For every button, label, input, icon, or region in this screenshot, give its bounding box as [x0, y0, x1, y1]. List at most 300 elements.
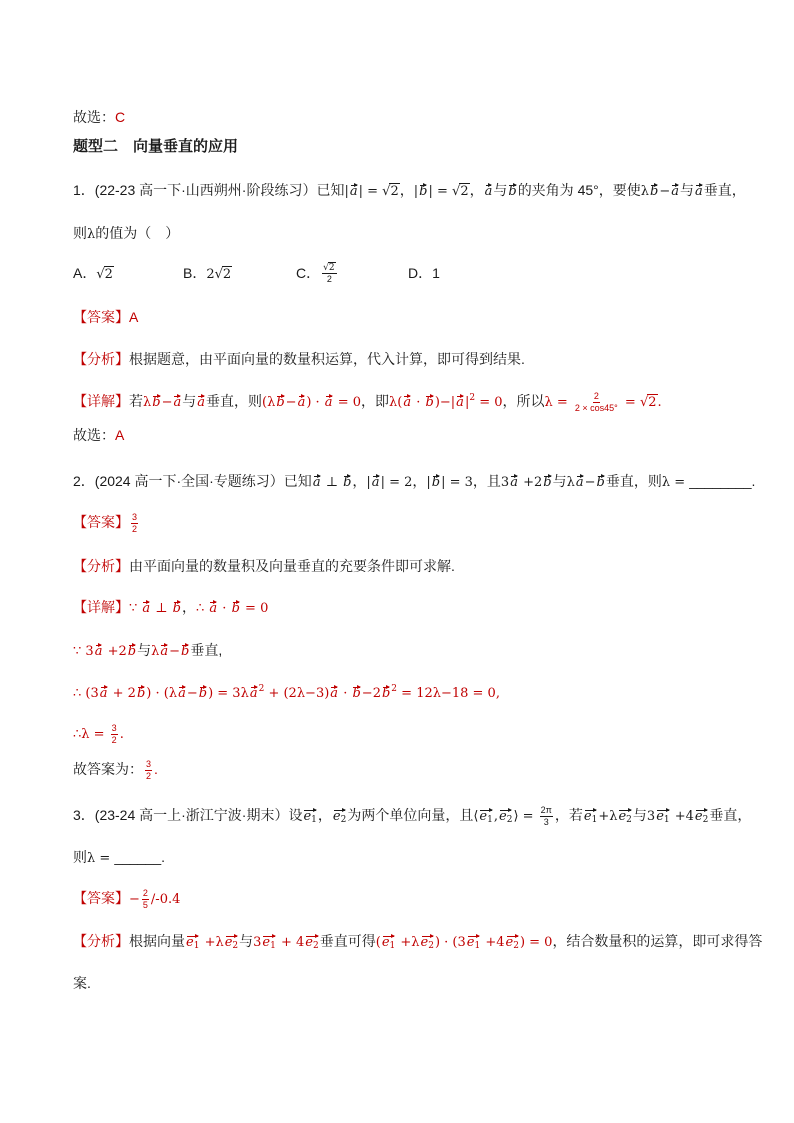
- vector-subscript: 2: [232, 941, 239, 951]
- math-run: −: [186, 686, 198, 701]
- vector-a: [325, 394, 333, 409]
- math-expression: [73, 723, 124, 745]
- vector-symbol: b: [508, 184, 517, 199]
- vector-b: [352, 685, 360, 700]
- square-root: [215, 268, 233, 281]
- vector-symbol: a: [178, 686, 186, 701]
- q1-option-b: [183, 261, 232, 285]
- fraction: [145, 759, 152, 782]
- vector-a: [313, 474, 321, 489]
- vector-e1: [467, 934, 480, 949]
- q3-analysis-line-1: [73, 931, 762, 951]
- math-run: )−|: [434, 395, 456, 411]
- vector-subscript: 2: [626, 815, 632, 826]
- math-run: ⊥: [151, 601, 172, 616]
- math-run: −: [161, 395, 173, 411]
- vector-a: [671, 183, 679, 198]
- vector-a: [95, 643, 103, 658]
- exponent: 2: [469, 393, 476, 404]
- math-run: |: [366, 475, 371, 490]
- math-run: λ: [143, 395, 152, 411]
- vector-symbol: a: [575, 475, 584, 490]
- vector-e2: [225, 934, 238, 949]
- text-run: 由平面向量的数量积及向量垂直的充要条件即可求解.: [129, 558, 455, 574]
- text-run: ，: [182, 599, 196, 615]
- text-run: 2: [146, 771, 152, 781]
- vector-b: [181, 643, 189, 658]
- text-run: 与: [552, 473, 567, 489]
- math-run: ) = 0: [519, 935, 553, 950]
- vector-b: [343, 474, 351, 489]
- vector-subscript: 2: [313, 941, 319, 951]
- q2-detail-line-1: [73, 597, 268, 617]
- math-run: +λ: [396, 935, 420, 950]
- text-run: 【答案】: [73, 309, 129, 325]
- vector-symbol: b: [425, 395, 434, 411]
- text-run: 则: [73, 849, 87, 865]
- vector-e2: [421, 934, 434, 949]
- vector-e1: [583, 808, 598, 826]
- math-expression: [253, 933, 320, 949]
- math-run: .: [657, 395, 662, 411]
- vector-b: [199, 685, 207, 700]
- text-run: 与: [680, 182, 694, 198]
- text-run: 根据向量: [129, 933, 185, 949]
- vector-b: [276, 394, 284, 409]
- math-run: ⊥: [321, 475, 343, 490]
- text-run: 2: [326, 274, 332, 285]
- math-run: ∴: [196, 601, 209, 616]
- math-run: ∵ 3: [73, 644, 94, 659]
- q2-conclusion: [73, 759, 158, 779]
- vector-a: [298, 394, 306, 409]
- math-run: /-0.4: [150, 892, 181, 908]
- text-run: 2π: [540, 805, 552, 815]
- math-run: +λ: [598, 809, 618, 825]
- vector-symbol: a: [142, 601, 151, 616]
- vector-subscript: 1: [591, 815, 598, 826]
- math-run: | = 2: [380, 475, 413, 490]
- vector-a: [100, 685, 108, 700]
- vector-symbol: e: [694, 809, 703, 825]
- exponent: 2: [258, 684, 265, 694]
- numerator: [142, 888, 149, 900]
- q3-stem-line-1: [73, 805, 751, 825]
- q2-answer: [73, 512, 140, 532]
- math-run: = 12λ−18 = 0,: [397, 686, 500, 701]
- vector-symbol: b: [419, 184, 428, 199]
- vector-symbol: a: [456, 395, 464, 411]
- text-run: ，: [469, 182, 484, 198]
- q2-detail-line-3: [73, 682, 500, 702]
- text-run: 的值为（ ）: [95, 225, 180, 241]
- math-run: ) · (λ: [146, 686, 178, 701]
- vector-subscript: 1: [389, 941, 396, 951]
- math-run: λ(: [389, 395, 403, 411]
- vector-a: [485, 183, 493, 198]
- vector-symbol: a: [349, 184, 358, 199]
- denominator: [111, 735, 118, 746]
- math-run: 3: [646, 809, 656, 825]
- math-run: .: [119, 727, 124, 743]
- fraction: [111, 723, 118, 746]
- vector-subscript: 2: [702, 815, 709, 826]
- text-run: A: [129, 309, 139, 325]
- vector-symbol: b: [343, 475, 352, 490]
- text-run: 【答案】: [73, 514, 129, 531]
- math-run: =: [620, 395, 640, 411]
- fraction: [131, 512, 138, 535]
- text-run: 垂直可得: [319, 933, 376, 949]
- text-run: 【分析】: [73, 933, 129, 949]
- text-run: .: [154, 761, 158, 778]
- vector-a: [197, 394, 205, 409]
- q2-detail-line-2: [73, 640, 222, 660]
- text-run: 与: [137, 642, 152, 658]
- vector-subscript: 2: [428, 941, 434, 951]
- vector-b: [152, 394, 160, 409]
- math-run: ⟨: [473, 809, 479, 825]
- fraction: [574, 391, 619, 414]
- math-run: ) ·: [306, 395, 324, 411]
- math-expression: [196, 599, 268, 615]
- math-run: = 0: [240, 601, 269, 616]
- vector-e1: [186, 934, 199, 949]
- text-run: 3: [146, 759, 152, 769]
- vector-symbol: a: [484, 184, 493, 199]
- vector-b: [508, 183, 516, 198]
- text-run: 【答案】: [73, 890, 129, 907]
- text-run: A．: [73, 265, 97, 281]
- math-run: 3: [500, 475, 510, 490]
- exponent: 2: [391, 684, 398, 694]
- text-run: 2 × cos45°: [574, 403, 618, 413]
- math-run: 3: [253, 935, 262, 950]
- math-expression: [143, 393, 182, 409]
- vector-subscript: 1: [663, 815, 670, 826]
- math-run: λ: [87, 227, 96, 242]
- math-expression: [376, 933, 553, 949]
- vector-e2: [506, 934, 519, 949]
- math-run: |: [426, 475, 431, 490]
- math-run: (: [375, 935, 381, 950]
- vector-symbol: a: [173, 395, 182, 411]
- vector-a: [372, 474, 380, 489]
- q2-analysis: [73, 556, 455, 576]
- math-run: |: [344, 184, 349, 199]
- vector-symbol: b: [276, 395, 285, 411]
- text-run: 3: [111, 723, 117, 733]
- math-run: |: [413, 184, 419, 199]
- text-run: C．: [296, 265, 321, 281]
- text-run: ，若: [554, 807, 583, 824]
- vector-symbol: e: [224, 935, 233, 950]
- vector-symbol: b: [231, 601, 240, 616]
- vector-subscript: 2: [513, 941, 519, 951]
- vector-a: [250, 685, 258, 700]
- text-run: ，: [317, 807, 332, 824]
- vector-a: [695, 183, 703, 198]
- q2-stem-line-1: [73, 471, 755, 491]
- text-run: 垂直，: [703, 182, 746, 198]
- vector-symbol: e: [420, 935, 429, 950]
- math-run: | =: [358, 184, 383, 199]
- text-run: 【分析】: [73, 351, 129, 367]
- math-run: + 4: [276, 935, 305, 950]
- math-expression: [151, 642, 190, 658]
- vector-a: [178, 685, 186, 700]
- text-run: 垂直，: [709, 807, 752, 824]
- math-run: ∴ (3: [73, 686, 99, 701]
- vector-a: [142, 600, 150, 615]
- vector-b: [650, 183, 658, 198]
- math-run: (λ: [262, 395, 276, 411]
- vector-e1: [382, 934, 395, 949]
- text-run: 5: [142, 900, 148, 910]
- text-run: ，所以: [502, 393, 545, 410]
- vector-b: [137, 685, 145, 700]
- square-root: [323, 264, 335, 273]
- math-run: λ: [566, 475, 575, 490]
- vector-symbol: a: [371, 475, 380, 490]
- denominator: [543, 817, 550, 828]
- math-run: −2: [361, 686, 381, 701]
- text-run: 为两个单位向量，且: [347, 807, 474, 824]
- vector-symbol: b: [172, 601, 181, 616]
- vector-symbol: b: [650, 184, 659, 199]
- vector-e1: [656, 808, 670, 826]
- vector-subscript: 1: [270, 941, 276, 951]
- math-expression: [129, 888, 181, 910]
- vector-e2: [618, 808, 632, 826]
- vector-symbol: a: [297, 395, 306, 411]
- text-run: 故选：: [73, 427, 115, 443]
- q1-option-a: [73, 261, 114, 285]
- numerator: [593, 391, 600, 403]
- text-run: 若: [129, 393, 143, 410]
- vector-symbol: b: [431, 475, 441, 490]
- text-run: ，: [412, 473, 427, 489]
- vector-b: [128, 643, 136, 658]
- vector-symbol: b: [596, 475, 605, 490]
- math-run: +2: [518, 475, 543, 490]
- text-run: 则: [73, 225, 87, 241]
- vector-symbol: a: [94, 644, 103, 659]
- math-run: ,: [493, 809, 498, 825]
- vector-symbol: e: [505, 935, 514, 950]
- vector-symbol: e: [479, 809, 488, 825]
- math-expression: [73, 684, 500, 700]
- math-run: ⟩ =: [513, 809, 538, 825]
- text-run: 【详解】: [73, 393, 129, 410]
- math-run: λ: [151, 644, 160, 659]
- vector-symbol: e: [381, 935, 390, 950]
- text-run: ，: [399, 182, 414, 198]
- vector-b: [597, 474, 605, 489]
- fraction: [142, 888, 149, 911]
- text-run: 垂直,: [190, 642, 223, 658]
- vector-a: [576, 474, 584, 489]
- math-run: ·: [339, 686, 352, 701]
- math-run: 2: [206, 267, 215, 282]
- fraction: [322, 263, 336, 285]
- vector-symbol: b: [136, 686, 146, 701]
- math-run: +λ: [200, 935, 224, 950]
- q1-stem-line-2: [73, 223, 179, 243]
- math-run: −: [584, 475, 596, 490]
- vector-b: [382, 685, 390, 700]
- vector-symbol: a: [249, 686, 258, 701]
- math-run: −: [169, 644, 180, 659]
- math-expression: [185, 933, 239, 949]
- vector-a: [209, 600, 217, 615]
- q1-option-d: [408, 261, 440, 285]
- q3-stem-line-2: [73, 847, 165, 867]
- vector-a: [330, 685, 338, 700]
- radicand: 2: [222, 267, 232, 282]
- q1-conclusion: [73, 425, 124, 445]
- text-run: 【分析】: [73, 558, 129, 574]
- text-run: A: [115, 427, 125, 443]
- vector-symbol: e: [305, 935, 313, 950]
- text-run: 故答案为：: [73, 761, 143, 778]
- vector-symbol: a: [695, 184, 703, 199]
- square-root: [382, 185, 400, 198]
- vector-a: [456, 394, 464, 409]
- text-run: 2: [142, 888, 148, 898]
- math-expression: [544, 391, 662, 413]
- q1-option-c: [296, 261, 339, 285]
- q3-answer: [73, 888, 180, 908]
- math-run: −: [129, 892, 140, 908]
- text-run: 2: [132, 524, 138, 534]
- math-run: λ: [640, 184, 649, 199]
- vector-b: [432, 474, 440, 489]
- vector-symbol: b: [352, 686, 361, 701]
- vector-subscript: 1: [193, 941, 200, 951]
- text-run: ，即: [361, 393, 389, 410]
- math-run: +4: [481, 935, 505, 950]
- math-run: λ =: [87, 851, 115, 866]
- text-run: 2: [593, 391, 599, 401]
- vector-subscript: 2: [340, 815, 347, 826]
- math-run: +4: [670, 809, 694, 825]
- math-run: | =: [428, 184, 453, 199]
- text-run: 3: [543, 817, 549, 827]
- text-run: 故选：: [73, 109, 115, 125]
- vector-a: [510, 474, 518, 489]
- math-expression: [129, 599, 182, 615]
- text-run: 与: [493, 182, 508, 198]
- q2-detail-line-4: [73, 723, 124, 743]
- math-run: ∵: [129, 601, 142, 616]
- text-run: B．: [183, 265, 207, 281]
- text-run: 与: [632, 807, 647, 824]
- square-root: [640, 396, 658, 409]
- vector-symbol: a: [671, 184, 679, 199]
- text-run: C: [115, 109, 126, 125]
- numerator: [540, 805, 553, 817]
- vector-e1: [303, 808, 317, 826]
- vector-symbol: e: [332, 809, 341, 825]
- radicand: 2: [460, 184, 469, 199]
- text-run: ，且: [472, 473, 501, 489]
- vector-b: [425, 394, 433, 409]
- vector-e1: [262, 934, 275, 949]
- math-expression: [262, 393, 361, 409]
- vector-symbol: e: [618, 809, 627, 825]
- vector-symbol: e: [466, 935, 475, 950]
- vector-symbol: a: [99, 686, 108, 701]
- denominator: [145, 771, 152, 782]
- vector-symbol: e: [499, 809, 507, 825]
- text-run: 根据题意，由平面向量的数量积运算，代入计算，即可得到结果.: [129, 351, 525, 367]
- vector-symbol: e: [656, 809, 664, 825]
- vector-b: [543, 474, 551, 489]
- math-run: ·: [412, 395, 425, 411]
- vector-symbol: a: [510, 475, 518, 490]
- text-run: 垂直，则: [206, 393, 263, 410]
- vector-b: [419, 183, 427, 198]
- numerator: [111, 723, 118, 735]
- numerator: [145, 759, 152, 771]
- vector-symbol: a: [330, 686, 339, 701]
- vector-symbol: a: [197, 395, 206, 411]
- text-run: 3: [132, 512, 138, 522]
- math-run: +2: [103, 644, 127, 659]
- q1-options: [0, 261, 794, 285]
- vector-b: [232, 600, 240, 615]
- text-run: 案.: [73, 975, 91, 991]
- text-run: 3．(23-24 高一上·浙江宁波·期末）设: [73, 807, 303, 824]
- denominator: [131, 524, 138, 535]
- q1-answer: [73, 307, 138, 327]
- q1-stem-line-1: [73, 180, 746, 200]
- vector-symbol: e: [583, 809, 592, 825]
- radicand: 2: [648, 395, 657, 411]
- math-run: + 2: [108, 686, 136, 701]
- numerator: [131, 512, 138, 524]
- math-run: ) = 3λ: [208, 686, 249, 701]
- previous-conclusion: [73, 107, 125, 127]
- text-run: 垂直，则: [605, 473, 662, 489]
- text-run: 与: [239, 933, 254, 949]
- math-run: −: [659, 184, 671, 199]
- vector-symbol: e: [303, 809, 312, 825]
- q1-analysis: [73, 349, 525, 369]
- vector-symbol: b: [152, 395, 161, 411]
- vector-e2: [499, 808, 513, 826]
- q3-analysis-line-2: [73, 973, 91, 993]
- vector-subscript: 2: [506, 815, 513, 826]
- denominator: [142, 900, 149, 911]
- math-expression: [73, 642, 137, 658]
- math-run: −: [285, 395, 297, 411]
- math-run: |: [464, 395, 470, 411]
- vector-subscript: 1: [311, 815, 317, 826]
- math-run: λ =: [544, 395, 572, 411]
- math-expression: [389, 393, 503, 409]
- section-title: 题型二 向量垂直的应用: [73, 138, 239, 155]
- denominator: [574, 403, 619, 414]
- vector-symbol: a: [160, 644, 169, 659]
- math-run: | = 3: [441, 475, 473, 490]
- vector-subscript: 1: [474, 941, 481, 951]
- text-run: ，: [352, 473, 367, 489]
- vector-a: [160, 643, 168, 658]
- fraction: [540, 805, 553, 828]
- math-run: λ =: [661, 475, 690, 490]
